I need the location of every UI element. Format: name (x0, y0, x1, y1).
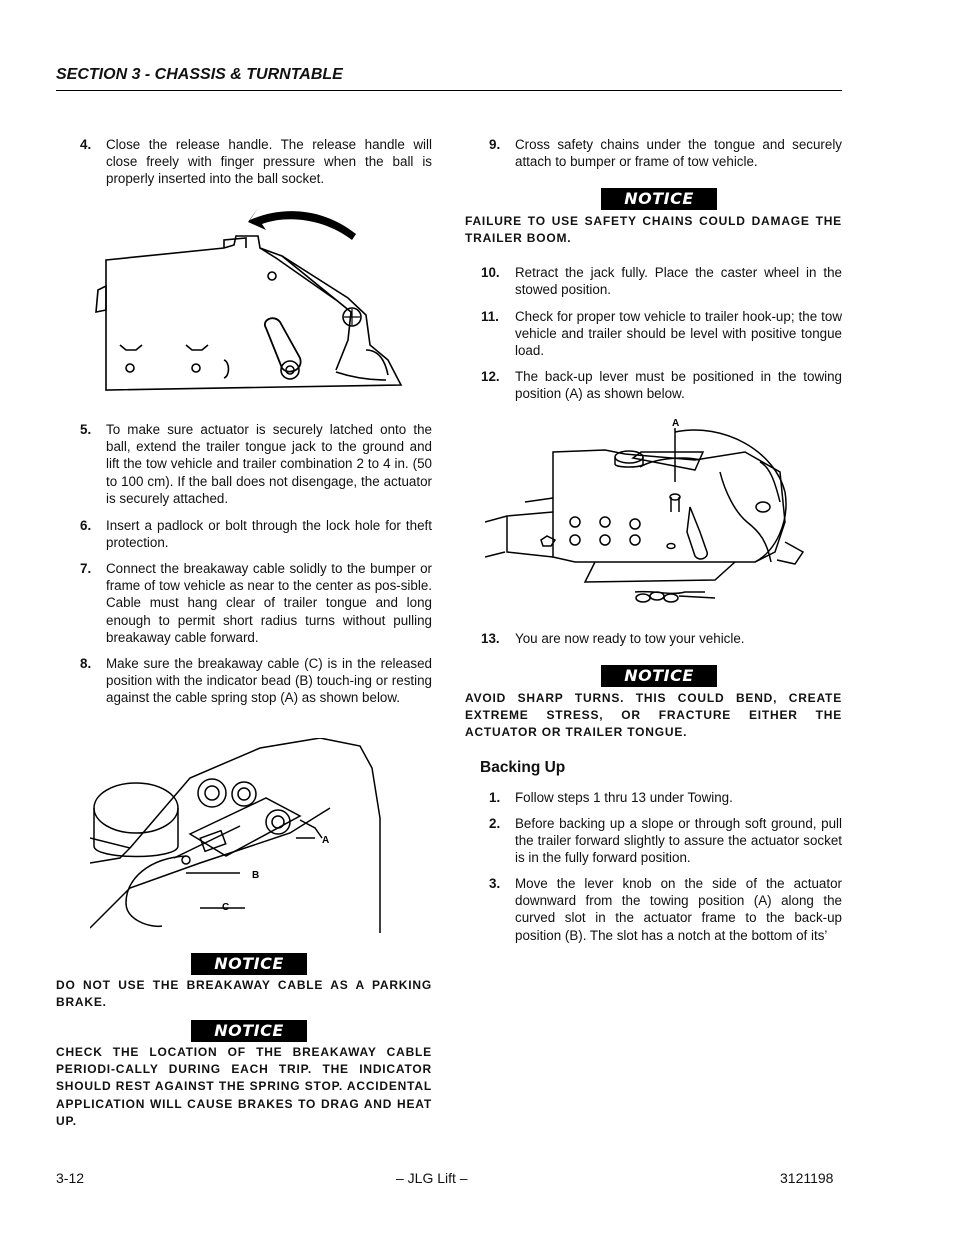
release-handle-figure (86, 200, 406, 395)
step-text: Move the lever knob on the side of the actuator downward from the towing position (A) along the curved slot in the actuator frame to the back-up position (B). The slot has a notch at the bottom of its’ (515, 876, 842, 943)
step-number: 6. (80, 518, 92, 533)
step-number: 8. (80, 656, 92, 671)
step-text: Before backing up a slope or through soft ground, pull the trailer forward slightly to assure the actuator socket is in the fully forward position. (515, 816, 842, 866)
notice-badge: NOTICE (191, 1020, 307, 1042)
step-text: Follow steps 1 thru 13 under Towing. (515, 790, 733, 805)
step-number: 7. (80, 561, 92, 576)
label-c: C (222, 902, 230, 913)
notice-text: AVOID SHARP TURNS. THIS COULD BEND, CREATE EXTREME STRESS, OR FRACTURE EITHER THE ACTUATOR OR TRAILER TONGUE. (465, 691, 842, 740)
step-number: 5. (80, 422, 92, 437)
footer-brand: – JLG Lift – (396, 1170, 468, 1186)
step-number: 4. (80, 137, 92, 152)
step-number: 10. (481, 265, 500, 280)
label-a: A (672, 418, 680, 429)
backing-up-heading: Backing Up (480, 759, 566, 776)
label-b: B (252, 870, 260, 881)
step-text: You are now ready to tow your vehicle. (515, 631, 745, 646)
notice-badge: NOTICE (601, 188, 717, 210)
notice-text: CHECK THE LOCATION OF THE BREAKAWAY CABLE PERIODI-CALLY DURING EACH TRIP. THE INDICATOR SHOULD REST AGAINST THE SPRING STOP. ACCIDENTAL APPLICATION WILL CAUSE BRAKES TO DRAG AND HEAT UP. (56, 1045, 432, 1128)
section-header: SECTION 3 - CHASSIS & TURNTABLE (56, 66, 343, 83)
step-text: Close the release handle. The release handle will close freely with finger pressure when the ball is properly inserted into the ball socket. (106, 137, 432, 187)
actuator-towing-figure (485, 412, 815, 612)
step-text: Connect the breakaway cable solidly to the bumper or frame of tow vehicle as near to the center as pos-sible. Cable must hang clear of trailer tongue and long enough to permit short radius turns without pulling breakaway cable forward. (106, 561, 432, 645)
page-number: 3-12 (56, 1170, 85, 1186)
step-text: Retract the jack fully. Place the caster wheel in the stowed position. (515, 265, 842, 298)
notice-badge: NOTICE (601, 665, 717, 687)
step-text: Check for proper tow vehicle to trailer hook-up; the tow vehicle and trailer should be level with positive tongue load. (515, 309, 842, 359)
step-text: To make sure actuator is securely latched onto the ball, extend the trailer tongue jack to the ground and lift the tow vehicle and trailer combination 2 to 4 in. (50 to 100 cm). If the ball does not disengage, the actuator is securely attached. (106, 422, 432, 506)
step-number: 13. (481, 631, 500, 646)
step-text: The back-up lever must be positioned in the towing position (A) as shown below. (515, 369, 842, 402)
breakaway-cable-figure (90, 738, 390, 938)
notice-text: DO NOT USE THE BREAKAWAY CABLE AS A PARKING BRAKE. (56, 978, 432, 1010)
step-number: 1. (489, 790, 501, 805)
step-number: 9. (489, 137, 501, 152)
step-number: 11. (481, 309, 499, 324)
step-number: 2. (489, 816, 501, 831)
document-number: 3121198 (780, 1170, 834, 1186)
step-text: Make sure the breakaway cable (C) is in the released position with the indicator bead (B) touch-ing or resting against the cable spring stop (A) as shown below. (106, 656, 432, 706)
step-number: 12. (481, 369, 500, 384)
step-text: Cross safety chains under the tongue and securely attach to bumper or frame of tow vehicle. (515, 137, 842, 170)
label-a: A (322, 835, 330, 846)
step-text: Insert a padlock or bolt through the lock hole for theft protection. (106, 518, 432, 551)
notice-text: FAILURE TO USE SAFETY CHAINS COULD DAMAGE THE TRAILER BOOM. (465, 214, 842, 246)
notice-badge: NOTICE (191, 953, 307, 975)
step-number: 3. (489, 876, 501, 891)
header-divider (56, 90, 842, 91)
